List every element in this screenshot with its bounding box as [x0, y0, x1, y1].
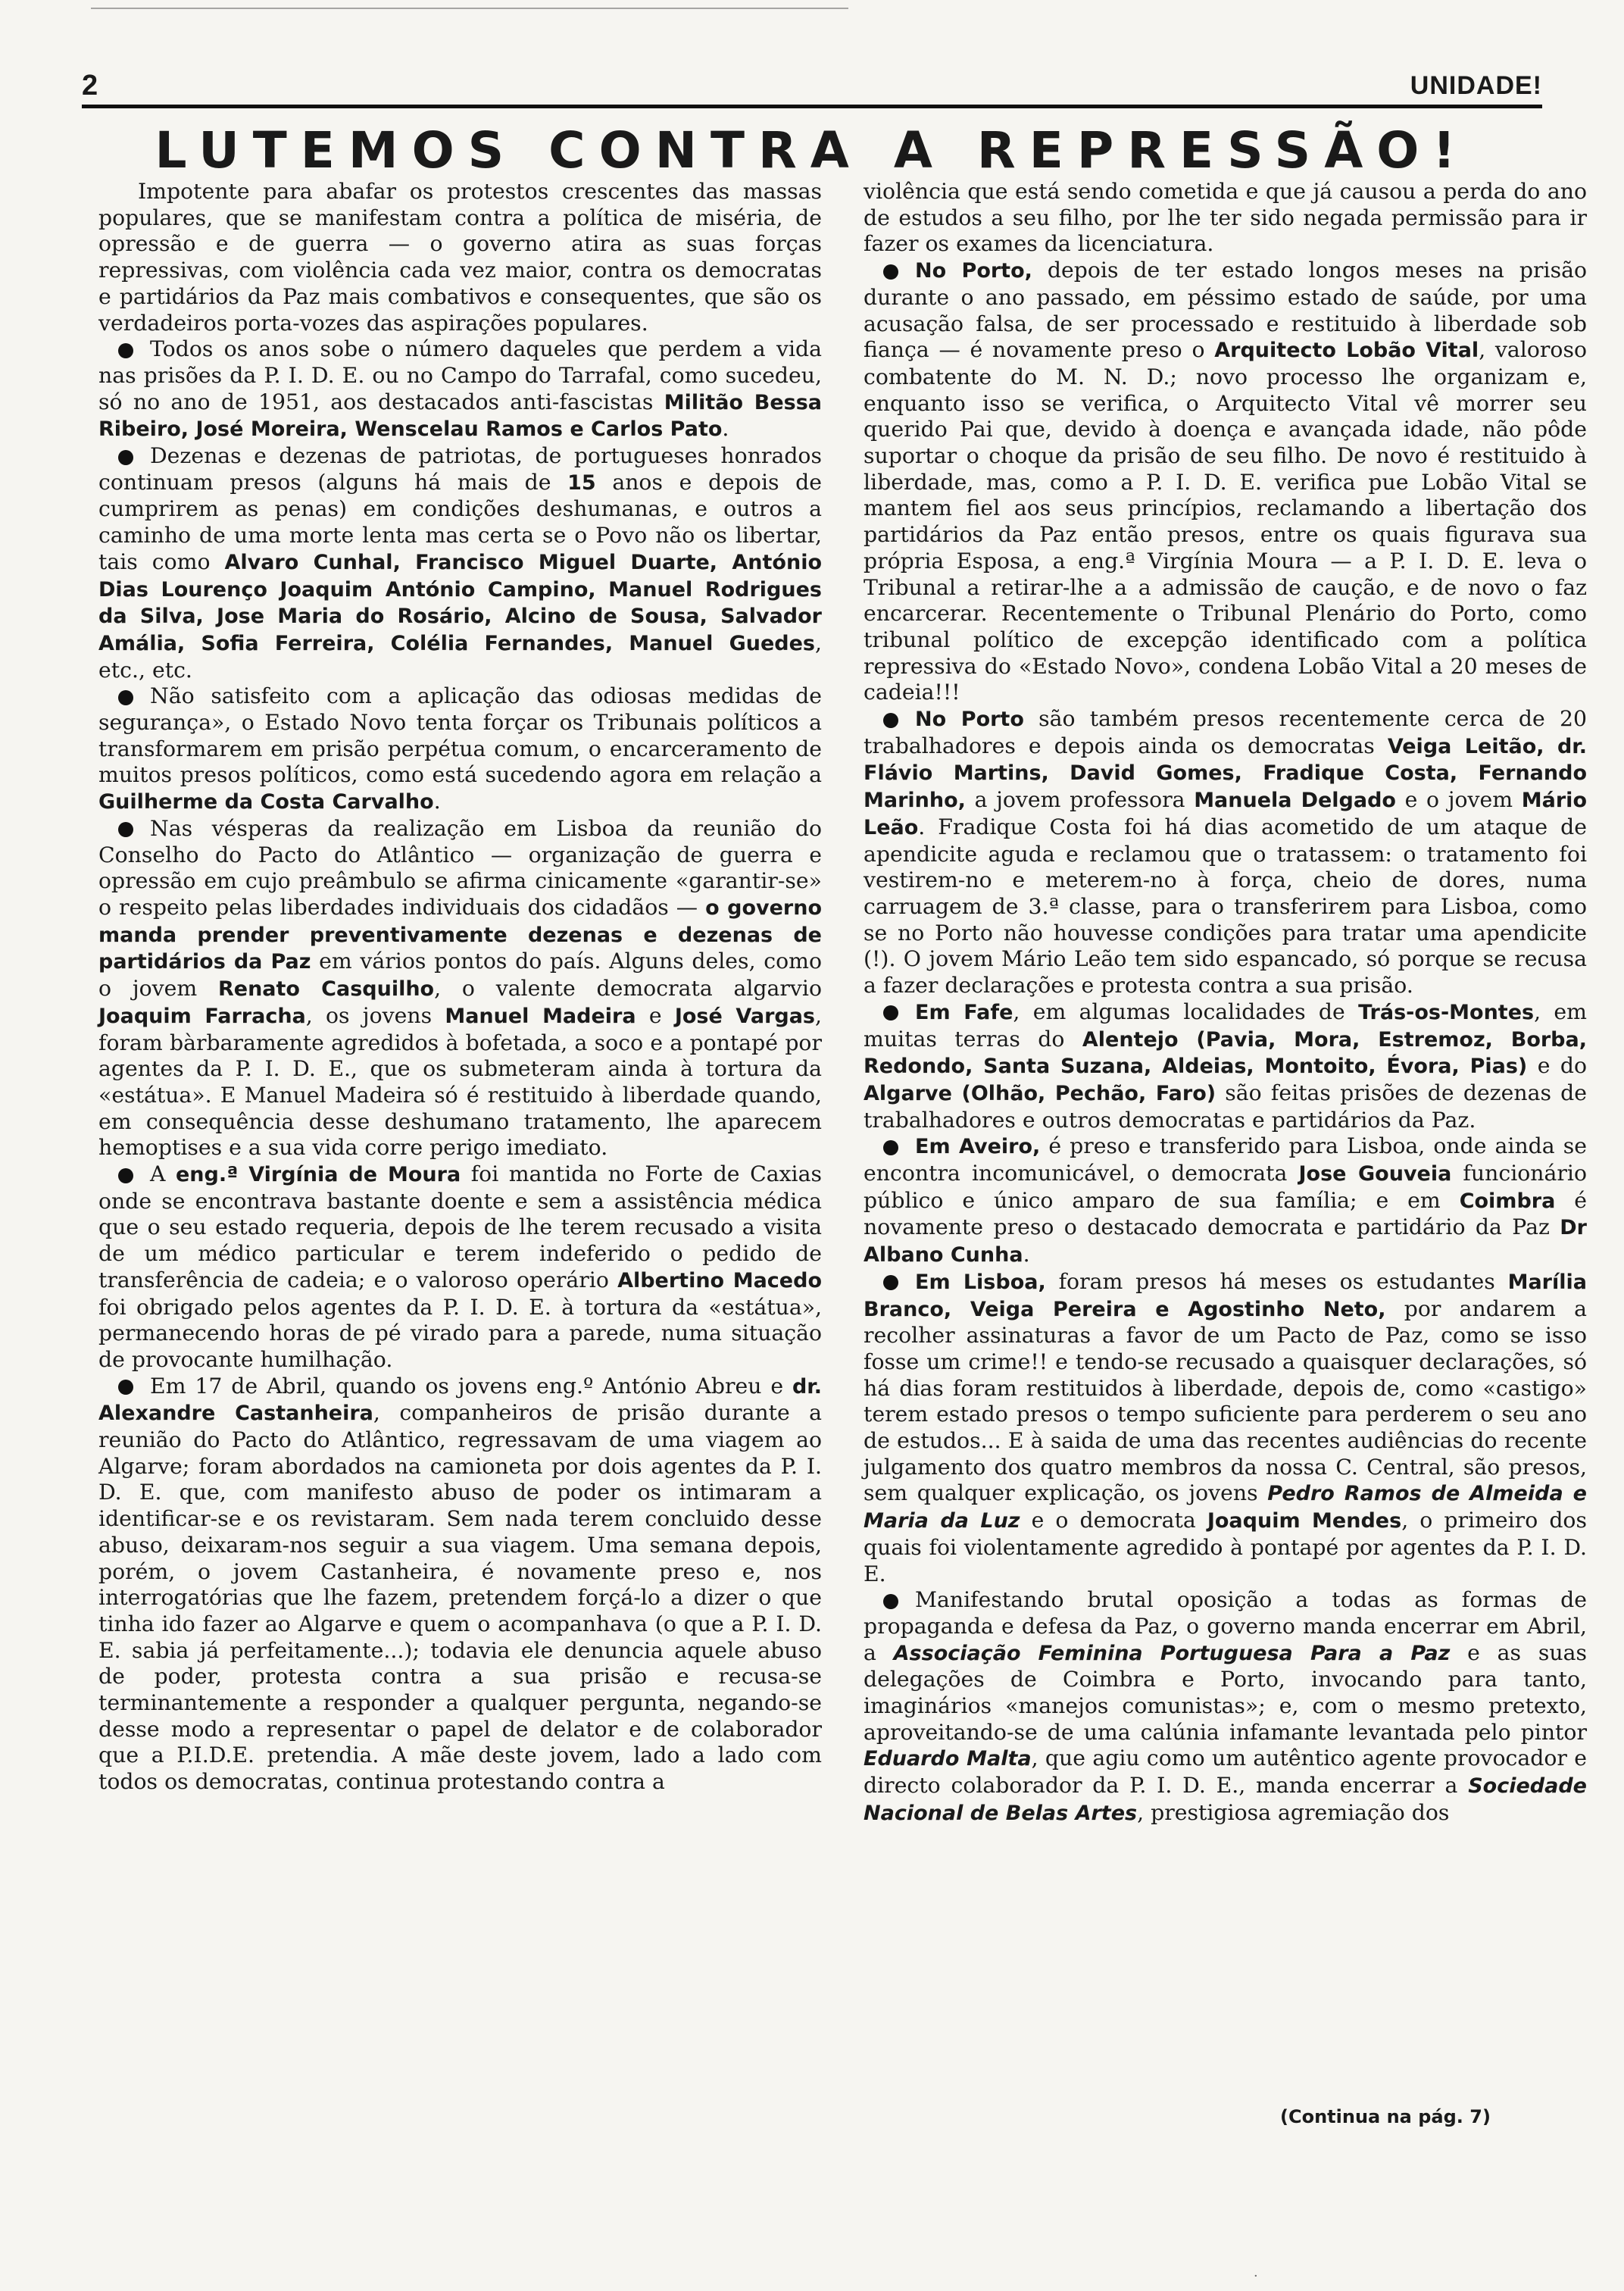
paragraph	[98, 1374, 822, 1796]
text: em vários pontos do país. Alguns deles, como o jovem	[98, 949, 822, 1002]
place: Em Fafe	[915, 1000, 1013, 1024]
text: é preso e transferido para Lisboa, onde ainda se encontra incomunicável, o democrata	[864, 1133, 1587, 1186]
names: Joaquim Mendes	[1207, 1509, 1402, 1533]
bullet-icon	[118, 450, 133, 465]
bullet-icon	[118, 1168, 133, 1183]
text: Todos os anos sobe o número daqueles que perdem a vida nas prisões da P. I. D. E. ou no Campo do Tarrafal, como sucedeu, só no ano de 1951, aos destacados anti-fascistas	[98, 336, 822, 414]
text: , foram bàrbaramente agredidos à bofetada, a soco e a pontapé por agentes da P. I. D. E., que os submeteram ainda à tortura da «estátua». E Manuel Madeira só é restituido à liberdade quando, em consequência desse deshumano tratamento, lhe aparecem hemoptises e a sua vida corre perigo imediato.	[98, 1002, 823, 1161]
place: No Porto	[915, 708, 1024, 732]
place: Algarve (Olhão, Pechão, Faro)	[864, 1081, 1216, 1105]
text: foram presos há meses os estudantes	[1045, 1268, 1508, 1294]
text: .	[1023, 1242, 1030, 1267]
names: Mário Leão	[864, 789, 1587, 839]
print-speck: ·	[1254, 2268, 1258, 2284]
text: Não satisfeito com a aplicação das odiosas medidas de segurança», o Estado Novo tenta forçar os Tribunais políticos a transformarem em prisão perpétua comum, o encarceramento de muitos presos políticos, como está sucedendo agora em relação a	[98, 683, 822, 788]
page-number: 2	[82, 70, 98, 102]
paragraph	[98, 443, 822, 683]
text: , prestigiosa agremiação dos	[1137, 1799, 1450, 1825]
bullet-icon	[883, 1140, 898, 1155]
text: e o democrata	[1020, 1508, 1207, 1533]
text: Em 17 de Abril, quando os jovens eng.º António Abreu e	[150, 1373, 792, 1399]
names: Jose Gouveia	[1298, 1162, 1452, 1186]
place: Trás-os-Montes	[1358, 1000, 1535, 1024]
names: Pedro Ramos de Almeida e Maria da Luz	[864, 1482, 1587, 1533]
names: Dr Albano Cunha	[864, 1216, 1587, 1267]
text: , os jovens	[305, 1002, 445, 1028]
place: Em Lisboa,	[915, 1270, 1046, 1294]
place: Coimbra	[1459, 1189, 1556, 1213]
paragraph	[864, 179, 1587, 258]
text: anos e depois de cumprirem as penas) em condições deshumanas, e outros a caminho de uma morte lenta mas certa se o Povo não os libertar, tais como	[98, 469, 823, 574]
names: Joaquim Farracha	[98, 1004, 306, 1028]
text: , valoroso combatente do M. N. D.; novo processo lhe organizam e, enquanto isso se verifica, o Arquitecto Vital vê morrer seu querido Pai que, devido à doença e avançada idade, não pôde suportar o choque da prisão de seu filho. De novo é restituido à liberdade, mas, como a P. I. D. E. verifica pue Lobão Vital se mantem fiel aos seus princípios, reclamando a libertação dos partidários da Paz então presos, entre os quais figurava sua própria Esposa, a eng.ª Virgínia Moura — a P. I. D. E. leva o Tribunal a retirar-lhe a a admissão de caução, e de novo o faz encarcerar. Recentemente o Tribunal Plenário do Porto, como tribunal político de excepção identificado com a política repressiva do «Estado Novo», condena Lobão Vital a 20 meses de cadeia!!!	[864, 337, 1587, 705]
text: Dezenas e dezenas de patriotas, de portugueses honrados continuam presos (alguns há mais de	[98, 443, 822, 495]
text: violência que está sendo cometida e que já causou a perda do ano de estudos a seu filho, por lhe ter sido negada permissão para ir fazer os exames da licenciatura.	[864, 179, 1587, 257]
paragraph	[98, 336, 822, 443]
text: a jovem professora	[965, 787, 1195, 813]
header-rule	[82, 105, 1542, 108]
text: , em muitas terras do	[864, 999, 1587, 1052]
page-header	[82, 70, 1542, 105]
names: Manuela Delgado	[1194, 789, 1396, 813]
names: Albertino Macedo	[617, 1268, 822, 1292]
continuation-note: (Continua na pág. 7)	[1280, 2106, 1491, 2127]
text: Impotente para abafar os protestos crescentes das massas populares, que se manifestam contra a política de miséria, de opressão e de guerra — o governo atira as suas forças repressivas, com violência cada vez maior, contra os democratas e partidários da Paz mais combativos e consequentes, que são os verdadeiros porta-vozes das aspirações populares.	[98, 179, 822, 336]
text: são feitas prisões de dezenas de trabalhadores e outros democratas e partidários da Paz.	[864, 1080, 1587, 1133]
text: por andarem a recolher assinaturas a favor de um Pacto de Paz, como se isso fosse um crime!! e tendo-se recusado a quaisquer declarações, só há dias foram restituidos à liberdade, depois de, como «castigo» terem estado presos o tempo suficiente para perderem o seu ano de estudos... E à saida de uma das recentes audiências do recente julgamento dos quatro membros da nossa C. Central, são presos, sem qualquer explicação, os jovens	[864, 1296, 1587, 1506]
text: A	[150, 1161, 176, 1187]
text: e do	[1527, 1053, 1588, 1079]
text: .	[433, 789, 441, 814]
paragraph	[98, 1161, 822, 1374]
paragraph	[864, 999, 1587, 1134]
names: Marília Branco, Veiga Pereira e Agostinho Neto,	[864, 1270, 1587, 1321]
right-column	[864, 179, 1587, 1827]
place: Em Aveiro,	[915, 1135, 1041, 1159]
text: , o valente democrata algarvio	[434, 976, 822, 1002]
names: José Vargas	[674, 1004, 816, 1028]
bullet-icon	[883, 264, 898, 280]
text: funcionário público e único amparo de sua família; e em	[864, 1161, 1587, 1213]
place: No Porto,	[915, 259, 1032, 283]
bullet-icon	[118, 1380, 133, 1395]
names: Eduardo Malta	[864, 1747, 1032, 1771]
text: Nas vésperas da realização em Lisboa da reunião do Conselho do Pacto do Atlântico — organização de guerra e opressão em cujo preâmbulo se afirma cinicamente «garantir-se» o respeito pelas liberdades individuais dos cidadãos —	[98, 815, 822, 920]
paragraph	[864, 706, 1587, 999]
paragraph	[864, 1587, 1587, 1827]
bullet-icon	[883, 1594, 898, 1609]
text: .	[722, 416, 729, 442]
emphasis: o governo manda prender preventivamente dezenas e dezenas de partidários da Paz	[98, 895, 822, 974]
text: foi mantida no Forte de Caxias onde se encontrava bastante doente e sem a assistência médica que o seu estado requeria, depois de lhe terem recusado a visita de um médico particular e terem indeferido o pedido de transferência de cadeia; e o valoroso operário	[98, 1161, 822, 1292]
paragraph	[864, 1133, 1587, 1269]
text: , companheiros de prisão durante a reunião do Pacto do Atlântico, regressavam de uma viagem ao Algarve; foram abordados na camioneta por dois agentes da P. I. D. E. que, com manifesto abuso de poder os intimaram a identificar-se e os revistaram. Sem nada terem concluido desse abuso, deixaram-nos seguir a sua viagem. Uma semana depois, porém, o jovem Castanheira, é novamente preso e, nos interrogatórias que lhe fazem, pretendem forçá-lo a dizer o que tinha ido fazer ao Algarve e quem o acompanhava (o que a P. I. D. E. sabia já perfeitamente...); todavia ele denuncia aquele abuso de poder, protesta contra a sua prisão e recusa-se terminantemente a responder a qualquer pergunta, negando-se desse modo a representar o papel de delator e de colaborador que a P.I.D.E. pretendia. A mãe deste jovem, lado a lado com todos os democratas, continua protestando contra a	[98, 1400, 822, 1795]
text: e	[636, 1002, 675, 1028]
text: e as suas delegações de Coimbra e Porto, invocando para tanto, imaginários «manejos comunistas»; e, com o mesmo pretexto, aproveitando-se de uma calúnia infamante levantada pelo pintor	[864, 1639, 1587, 1745]
masthead: UNIDADE!	[1410, 71, 1542, 100]
bullet-icon	[118, 690, 133, 705]
text: Manifestando brutal oposição a todas as formas de propaganda e defesa da Paz, o governo manda encerrar em Abril, a	[864, 1587, 1587, 1665]
names: eng.ª Virgínia de Moura	[175, 1163, 461, 1187]
names: Guilherme da Costa Carvalho	[98, 790, 434, 814]
organization: Sociedade Nacional de Belas Artes	[864, 1774, 1587, 1825]
text: , em algumas localidades de	[1013, 999, 1359, 1024]
text: , que agiu como um autêntico agente provocador e directo colaborador da P. I. D. E., manda encerrar a	[864, 1746, 1587, 1799]
names: Arquitecto Lobão Vital	[1214, 339, 1479, 363]
organization: Associação Feminina Portuguesa Para a Paz	[893, 1641, 1451, 1665]
text: , etc., etc.	[98, 630, 822, 683]
text: . Fradique Costa foi há dias acometido de um ataque de apendicite aguda e reclamou que o tratassem: o tratamento foi vestirem-no e meterem-no à força, cheio de dores, numa carruagem de 3.ª classe, para o transferirem para Lisboa, como se no Porto não houvesse condições para tratar uma apendicite (!). O jovem Mário Leão tem sido espancado, só porque se recusa a fazer declarações e protesta contra a sua prisão.	[864, 814, 1587, 999]
place: Alentejo (Pavia, Mora, Estremoz, Borba, Redondo, Santa Suzana, Aldeias, Montoito, Évora, Pias)	[864, 1027, 1587, 1079]
text: são também presos recentemente cerca de 20 trabalhadores e depois ainda os democratas	[864, 706, 1587, 758]
paragraph	[98, 816, 822, 1161]
names: dr. Alexandre Castanheira	[98, 1374, 822, 1426]
bullet-icon	[118, 343, 133, 358]
text: é novamente preso o destacado democrata e partidário da Paz	[864, 1187, 1587, 1240]
paragraph	[864, 1269, 1587, 1587]
names: Veiga Leitão, dr. Flávio Martins, David Gomes, Fradique Costa, Fernando Marinho,	[864, 734, 1588, 813]
names: Militão Bessa Ribeiro, José Moreira, Wenscelau Ramos e Carlos Pato	[98, 390, 822, 442]
names: Alvaro Cunhal, Francisco Miguel Duarte, António Dias Lourenço Joaquim António Campino, Manuel Rodrigues da Silva, Jose Maria do Rosário, Alcino de Sousa, Salvador Amália, Sofia Ferreira, Colélia Fernandes, Manuel Guedes	[98, 550, 823, 655]
bullet-icon	[118, 822, 133, 837]
left-column	[98, 179, 822, 1796]
paragraph	[864, 258, 1587, 706]
names: Renato Casquilho	[217, 977, 435, 1002]
text: depois de ter estado longos meses na prisão durante o ano passado, em péssimo estado de saúde, por uma acusação falsa, de ser processado e restituido à liberdade sob fiança — é novamente preso o	[864, 258, 1588, 363]
bullet-icon	[883, 1005, 898, 1020]
bullet-icon	[883, 713, 898, 728]
number: 15	[567, 470, 596, 495]
headline: LUTEMOS CONTRA A REPRESSÃO!	[155, 121, 1469, 180]
text: foi obrigado pelos agentes da P. I. D. E. à tortura da «estátua», permanecendo horas de pé virado para a parede, numa situação de provocante humilhação.	[98, 1294, 822, 1372]
top-divider	[91, 8, 848, 9]
names: Manuel Madeira	[445, 1004, 636, 1028]
paragraph	[98, 179, 822, 336]
text: e o jovem	[1395, 787, 1522, 813]
bullet-icon	[883, 1275, 898, 1290]
text: , o primeiro dos quais foi violentamente agredido à pontapé por agentes da P. I. D. E.	[864, 1508, 1587, 1586]
paragraph	[98, 683, 822, 816]
